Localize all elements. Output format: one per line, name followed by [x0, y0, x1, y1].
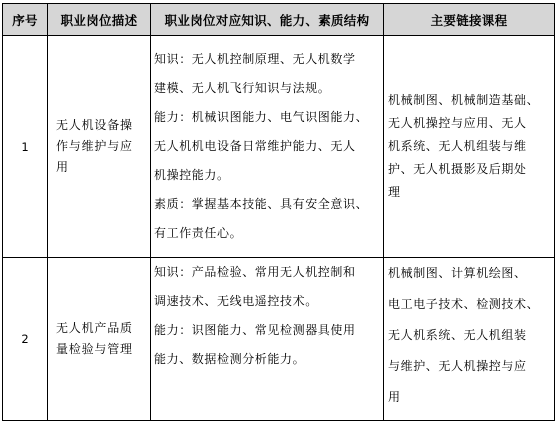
header-job-description: 职业岗位描述: [48, 4, 151, 36]
table-header: [3, 4, 555, 36]
knowledge-cell: [151, 36, 384, 258]
course-line: 理: [388, 185, 401, 199]
knowledge-cell: [151, 258, 384, 421]
course-line: 无人机系统、无人机组装: [388, 328, 527, 342]
knowledge-line: 能力：机械识图能力、电气识图能力、: [154, 110, 369, 124]
course-line: 用: [388, 390, 401, 404]
job-description-line: 量检验与管理: [56, 342, 133, 356]
course-line: 电工电子技术、检测技术、: [388, 297, 540, 311]
table-row: [3, 36, 555, 258]
course-line: 机系统、无人机组装与维: [388, 139, 527, 153]
course-line: 护、无人机摄影及后期处: [388, 162, 527, 176]
course-line: 与维护、无人机操控与应: [388, 359, 527, 373]
table-body: [3, 36, 555, 421]
courses-cell: [384, 258, 555, 421]
course-line: 机械制图、机械制造基础、: [388, 93, 540, 107]
job-description-line: 作与维护与应: [56, 139, 133, 153]
course-line: 无人机操控与应用、无人: [388, 116, 527, 130]
knowledge-line: 能力、数据检测分析能力。: [154, 352, 306, 366]
header-no: 序号: [3, 4, 48, 36]
header-linked-courses: 主要链接课程: [384, 4, 555, 36]
job-description-cell: [48, 36, 151, 258]
knowledge-line: 建模、无人机飞行知识与法规。: [154, 81, 331, 95]
knowledge-line: 调速技术、无线电遥控技术。: [154, 294, 318, 308]
job-description-line: 用: [56, 160, 69, 174]
knowledge-line: 素质：掌握基本技能、具有安全意识、: [154, 197, 369, 211]
course-line: 机械制图、计算机绘图、: [388, 266, 527, 280]
courses-cell: [384, 36, 555, 258]
knowledge-line: 知识：产品检验、常用无人机控制和: [154, 265, 356, 279]
knowledge-line: 能力：识图能力、常见检测器具使用: [154, 323, 356, 337]
job-description-cell: [48, 258, 151, 421]
knowledge-line: 无人机机电设备日常维护能力、无人: [154, 139, 356, 153]
job-description-line: 无人机产品质: [56, 321, 133, 335]
header-knowledge-structure: 职业岗位对应知识、能力、素质结构: [151, 4, 384, 36]
curriculum-table: [2, 3, 555, 421]
knowledge-line: 有工作责任心。: [154, 226, 243, 240]
row-number: 1: [3, 36, 48, 258]
table-row: [3, 258, 555, 421]
job-description-line: 无人机设备操: [56, 118, 133, 132]
header-row: [3, 4, 555, 36]
row-number: 2: [3, 258, 48, 421]
knowledge-line: 机操控能力。: [154, 168, 230, 182]
knowledge-line: 知识：无人机控制原理、无人机数学: [154, 52, 356, 66]
